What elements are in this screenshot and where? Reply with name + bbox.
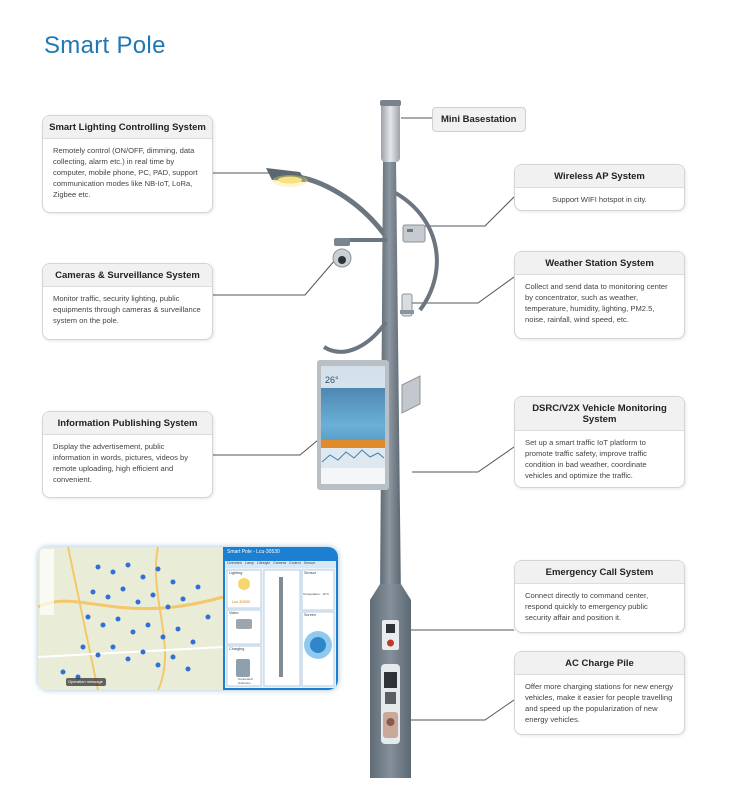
card-title: Wireless AP System: [515, 165, 684, 188]
card-title: Weather Station System: [515, 252, 684, 275]
page-title: Smart Pole: [44, 32, 166, 59]
card-description: Support WIFI hotspot in city.: [552, 195, 647, 204]
card-description: Display the advertisement, public information in words, pictures, videos by remote uploading, high efficient and convenient.: [53, 442, 189, 484]
camera-device: [333, 238, 351, 267]
dashboard-header: Smart Pole - Lcu-30530: [227, 549, 280, 555]
card-smart-lighting: [42, 115, 213, 213]
card-description: Collect and send data to monitoring center by concentrator, such as weather, temperature, humidity, lighting, PM2.5, noise, rainfall, wind speed, etc.: [525, 282, 668, 324]
mini-basestation-unit: [381, 100, 400, 162]
card-emergency: [514, 560, 685, 633]
card-ac-charge: [514, 651, 685, 735]
tab-sensor[interactable]: Sensor: [303, 561, 315, 565]
tab-control[interactable]: Control: [288, 561, 301, 565]
ac-charge-panel: [381, 664, 400, 744]
tab-overview[interactable]: Overview: [227, 561, 242, 565]
tab-lamp[interactable]: Lamp: [244, 561, 254, 565]
panel-lighting-label: Lighting: [229, 571, 243, 575]
card-cameras: [42, 263, 213, 340]
tab-lifestyle[interactable]: Lifestyle: [256, 561, 271, 565]
card-description: Offer more charging stations for new energy vehicles, make it easier for people travelling and speed up the popularization of new energy vehicles.: [525, 682, 674, 724]
panel-sensor-label: Sensor: [304, 571, 317, 575]
lamp-arm: [290, 176, 387, 238]
card-description: Remotely control (ON/OFF, dimming, data collecting, alarm etc.) in real time by computer, mobile phone, PC, PAD, support communication modes like NB-IoT, LoRa, Zigbee etc.: [53, 146, 198, 199]
card-description: Connect directly to command center, respond quickly to emergency public security affair and position it.: [525, 591, 649, 622]
tab-camera[interactable]: Camera: [273, 561, 286, 565]
panel-charging-label: Charging: [229, 647, 245, 651]
dsrc-device: [402, 376, 420, 413]
panel-screen-label: Screen: [304, 613, 317, 617]
dashboard-screenshot: [38, 547, 338, 690]
card-dsrc: [514, 396, 685, 488]
display-temperature: 26°: [325, 375, 339, 385]
card-title: Information Publishing System: [43, 412, 212, 435]
card-description: Set up a smart traffic IoT platform to promote traffic safety, improve traffic condition in bad weather, coordinate vehicles and optimize the traffic.: [525, 438, 647, 480]
card-info-publishing: [42, 411, 213, 498]
city-map: [38, 547, 338, 690]
operation-message-button[interactable]: Operation message: [68, 679, 103, 684]
weather-station-device: [400, 294, 414, 316]
panel-video-label: Video: [229, 611, 239, 615]
mini-basestation-label: Mini Basestation: [432, 107, 526, 132]
card-title: Emergency Call System: [515, 561, 684, 584]
lamp-id: Lcu-30530: [232, 600, 250, 604]
lamp-head: [266, 168, 308, 187]
card-title: AC Charge Pile: [515, 652, 684, 675]
charging-status: Connected Unknown: [238, 677, 253, 685]
sensor-readings: Temperature : 16°C: [303, 592, 330, 596]
emergency-call-panel: [382, 620, 399, 650]
card-title: Smart Lighting Controlling System: [43, 116, 212, 139]
card-title: Cameras & Surveillance System: [43, 264, 212, 287]
dashboard-tabs: [227, 561, 315, 565]
card-title: DSRC/V2X Vehicle Monitoring System: [515, 397, 684, 431]
card-wireless-ap: [514, 164, 685, 211]
card-description: Monitor traffic, security lighting, public equipments through cameras & surveillance system on the pole.: [53, 294, 201, 325]
wireless-ap-device: [403, 225, 425, 242]
card-weather: [514, 251, 685, 339]
